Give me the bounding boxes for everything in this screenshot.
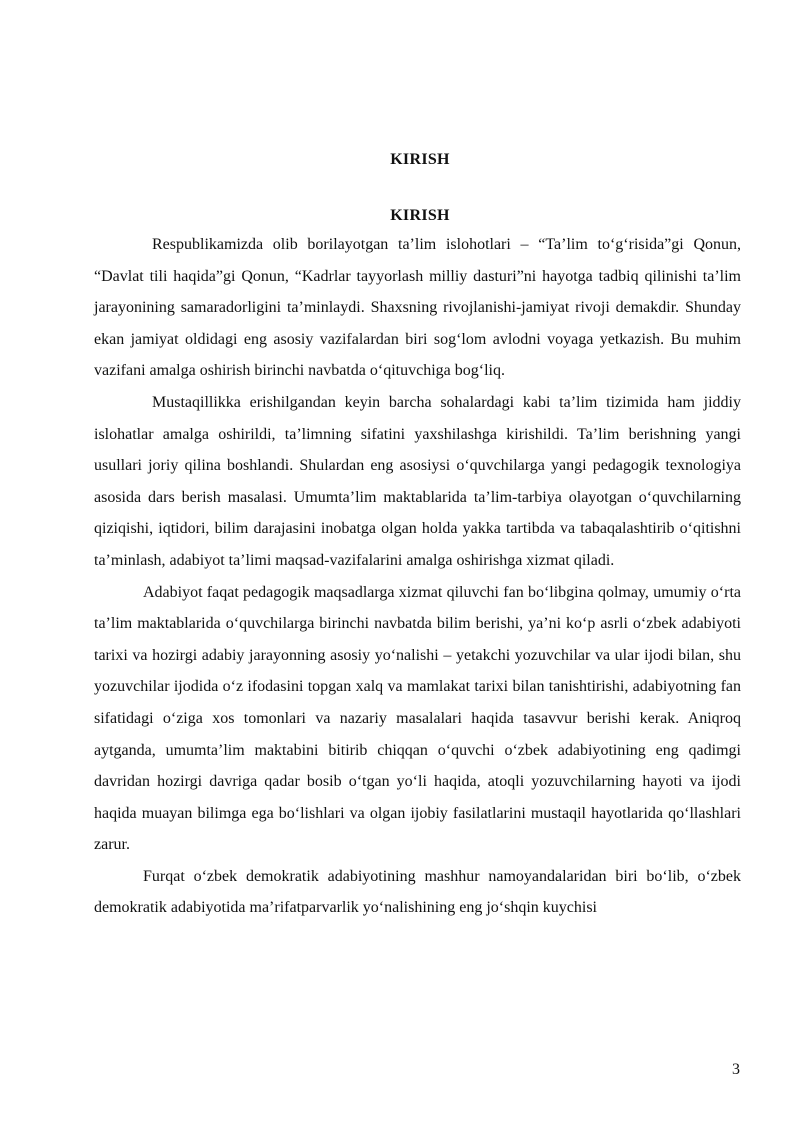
section-heading: KIRISH (390, 207, 450, 224)
body-text (94, 229, 741, 924)
page-number: 3 (732, 1061, 740, 1078)
paragraph: Mustaqillikka erishilgandan keyin barcha sohalardagi kabi ta’lim tizimida ham jiddiy islohatlar amalga oshirildi, ta’limning sifatini yaxshilashga kirishildi. Ta’lim berishning yangi usullari joriy qilina boshlandi. Shulardan eng asosiysi o‘quvchilarga yangi pedagogik texnologiya asosida dars berish masalasi. Umumta’lim maktablarida ta’lim-tarbiya olayotgan o‘quvchilarning qiziqishi, iqtidori, bilim darajasini inobatga olgan holda yakka tartibda va tabaqalashtirib o‘qitishni ta’minlash, adabiyot ta’limi maqsad-vazifalarini amalga oshirishga xizmat qiladi. (94, 393, 741, 569)
page-heading: KIRISH (390, 151, 450, 168)
paragraph: Respublikamizda olib borilayotgan ta’lim islohotlari – “Ta’lim to‘g‘risida”gi Qonun, “Davlat tili haqida”gi Qonun, “Kadrlar tayyorlash milliy dasturi”ni hayotga tadbiq qilinishi ta’lim jarayonining samaradorligini ta’minlaydi. Shaxsning rivojlanishi-jamiyat rivoji demakdir. Shunday ekan jamiyat oldidagi eng asosiy vazifalardan biri sog‘lom avlodni voyaga yetkazish. Bu muhim vazifani amalga oshirish birinchi navbatda o‘qituvchiga bog‘liq. (94, 236, 741, 380)
paragraph: Adabiyot faqat pedagogik maqsadlarga xizmat qiluvchi fan bo‘libgina qolmay, umumiy o‘rta ta’lim maktablarida o‘quvchilarga birinchi navbatda bilim berishi, ya’ni ko‘p asrli o‘zbek adabiyoti tarixi va hozirgi adabiy jarayonning asosiy yo‘nalishi – yetakchi yozuvchilar va ular ijodi bilan, shu yozuvchilar ijodida o‘z ifodasini topgan xalq va mamlakat tarixi bilan tanishtirishi, adabiyotning fan sifatidagi o‘ziga xos tomonlari va nazariy masalalari haqida tasavvur berishi kerak. Aniqroq aytganda, umumta’lim maktabini bitirib chiqqan o‘quvchi o‘zbek adabiyotining eng qadimgi davridan hozirgi davriga qadar bosib o‘tgan yo‘li haqida, atoqli yozuvchilarning hayoti va ijodi haqida muayan bilimga ega bo‘lishlari va olgan ijobiy fasilatlarini mustaqil hayotlarida qo‘llashlari zarur. (94, 583, 741, 854)
paragraph: Furqat o‘zbek demokratik adabiyotining mashhur namoyandalaridan biri bo‘lib, o‘zbek demokratik adabiyotida ma’rifatparvarlik yo‘nalishining eng jo‘shqin kuychisi (94, 867, 741, 917)
